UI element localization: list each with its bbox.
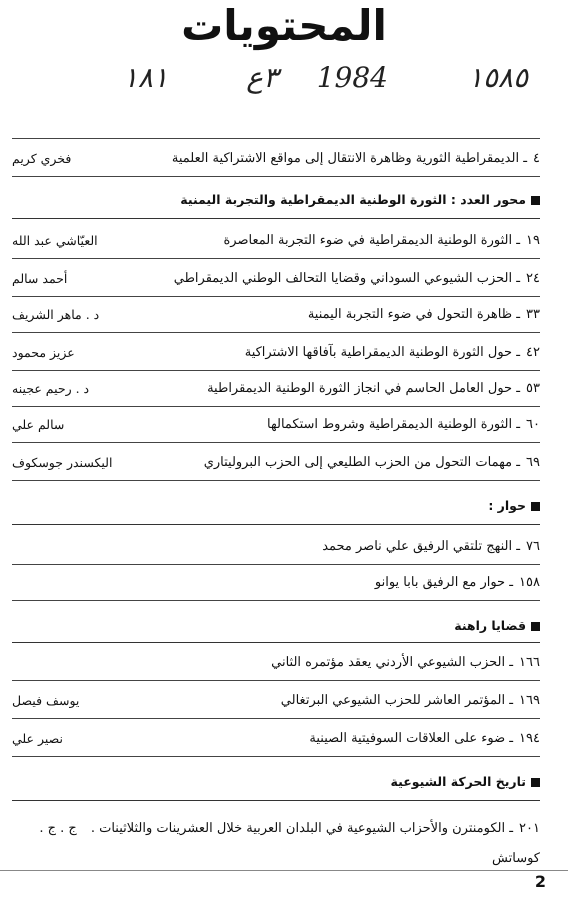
entry-page-number: ٤٢: [526, 345, 540, 360]
divider: [12, 600, 540, 601]
entry-page-number: ١٦٩: [519, 693, 540, 708]
toc-entry: [12, 300, 540, 330]
section-label: حوار :: [488, 498, 526, 513]
entry-title: ـ حوار مع الرفيق بابا يوانو: [374, 575, 514, 590]
entry-author: نصير علي: [12, 731, 63, 746]
toc-entry: [12, 144, 540, 174]
entry-page-number: ٢٤: [526, 271, 540, 286]
entry-page-number: ٦٩: [526, 455, 540, 470]
divider: [12, 406, 540, 407]
entry-page-number: ٢٠١: [519, 821, 540, 836]
entry-page-number: ١٩٤: [519, 731, 540, 746]
entry-title: ـ حول الثورة الوطنية الديمقراطية بآفاقها الاشتراكية: [244, 345, 521, 360]
divider: [12, 756, 540, 757]
divider: [12, 332, 540, 333]
divider: [12, 800, 540, 801]
entry-author: العيّاشي عبد الله: [12, 233, 98, 248]
section-heading-axis: [12, 186, 540, 214]
entry-author: د . رحيم عجينه: [12, 381, 90, 396]
entry-title: ـ الحزب الشيوعي الأردني يعقد مؤتمره الثاني: [271, 655, 514, 670]
entry-title: ـ مهمات التحول من الحزب الطليعي إلى الحزب البروليتاري: [203, 455, 521, 470]
section-label: قضايا راهنة: [454, 618, 526, 633]
footer-divider: [0, 870, 568, 871]
section-label: محور العدد :: [450, 192, 526, 207]
handwritten-note-2: ٣ع: [246, 61, 278, 94]
entry-title: ـ ضوء على العلاقات السوفيتية الصينية: [309, 731, 514, 746]
section-heading-dialogue: [12, 492, 540, 520]
entry-title: ـ الكومنترن والأحزاب الشيوعية في البلدان العربية خلال العشرينات والثلاثينات .: [90, 821, 514, 836]
toc-entry: [12, 338, 540, 368]
entry-author: ج . ج . كوساتش: [39, 821, 540, 866]
entry-page-number: ٥٣: [526, 381, 540, 396]
divider: [12, 138, 540, 139]
handwritten-note-4: ١٥٨٥: [467, 61, 528, 94]
entry-page-number: ٦٠: [526, 417, 540, 432]
toc-entry: [12, 648, 540, 678]
entry-title: ـ المؤتمر العاشر للحزب الشيوعي البرتغالي: [280, 693, 514, 708]
entry-title: ـ حول العامل الحاسم في انجاز الثورة الوطنية الديمقراطية: [207, 381, 521, 396]
divider: [12, 480, 540, 481]
divider: [12, 718, 540, 719]
square-bullet-icon: [531, 622, 540, 631]
divider: [12, 176, 540, 177]
entry-page-number: ٣٣: [526, 307, 540, 322]
divider: [12, 442, 540, 443]
toc-entry: [12, 374, 540, 404]
entry-author: أحمد سالم: [12, 271, 68, 286]
entry-title: ـ النهج تلتقي الرفيق علي ناصر محمد: [322, 539, 521, 554]
entry-author: عزيز محمود: [12, 345, 75, 360]
entry-title: ـ الثورة الوطنية الديمقراطية في ضوء التجربة المعاصرة: [223, 233, 521, 248]
entry-page-number: ١٥٨: [519, 575, 540, 590]
entry-author: د . ماهر الشريف: [12, 307, 100, 322]
entry-title: ـ ظاهرة التحول في ضوء التجربة اليمنية: [307, 307, 521, 322]
divider: [12, 680, 540, 681]
toc-entry: [12, 532, 540, 562]
divider: [12, 370, 540, 371]
toc-entry: [12, 410, 540, 440]
handwritten-note-1: ١٨١: [122, 61, 168, 94]
entry-author: فخري كريم: [12, 151, 72, 166]
entry-author: اليكسندر جوسكوف: [12, 455, 113, 470]
section-subtitle: الثورة الوطنية الديمقراطية والتجربة اليمنية: [180, 192, 447, 207]
toc-entry: [12, 264, 540, 294]
entry-author: سالم علي: [12, 417, 65, 432]
divider: [12, 642, 540, 643]
divider: [12, 564, 540, 565]
divider: [12, 296, 540, 297]
entry-title: ـ الثورة الوطنية الديمقراطية وشروط استكمالها: [267, 417, 521, 432]
section-heading-current-issues: [12, 612, 540, 640]
divider: [12, 524, 540, 525]
toc-entry: [12, 448, 540, 478]
page-title: المحتويات: [181, 1, 387, 50]
entry-page-number: ٤: [533, 151, 540, 166]
divider: [12, 258, 540, 259]
entry-title: ـ الديمقراطية الثورية وظاهرة الانتقال إلى مواقع الاشتراكية العلمية: [171, 151, 528, 166]
entry-title: ـ الحزب الشيوعي السوداني وقضايا التحالف الوطني الديمقراطي: [173, 271, 521, 286]
page-number: 2: [534, 872, 546, 891]
toc-entry: [12, 814, 540, 866]
toc-entry: [12, 568, 540, 598]
entry-page-number: ٧٦: [526, 539, 540, 554]
toc-entry: [12, 686, 540, 716]
toc-entry: [12, 724, 540, 754]
entry-author: يوسف فيصل: [12, 693, 80, 708]
toc-entry: [12, 226, 540, 256]
handwritten-note-3: 1984: [316, 61, 388, 94]
square-bullet-icon: [531, 778, 540, 787]
entry-page-number: ١٦٦: [519, 655, 540, 670]
entry-page-number: ١٩: [526, 233, 540, 248]
square-bullet-icon: [531, 502, 540, 511]
section-label: تاريخ الحركة الشيوعية: [390, 774, 526, 789]
divider: [12, 218, 540, 219]
section-heading-history: [12, 768, 540, 796]
square-bullet-icon: [531, 196, 540, 205]
